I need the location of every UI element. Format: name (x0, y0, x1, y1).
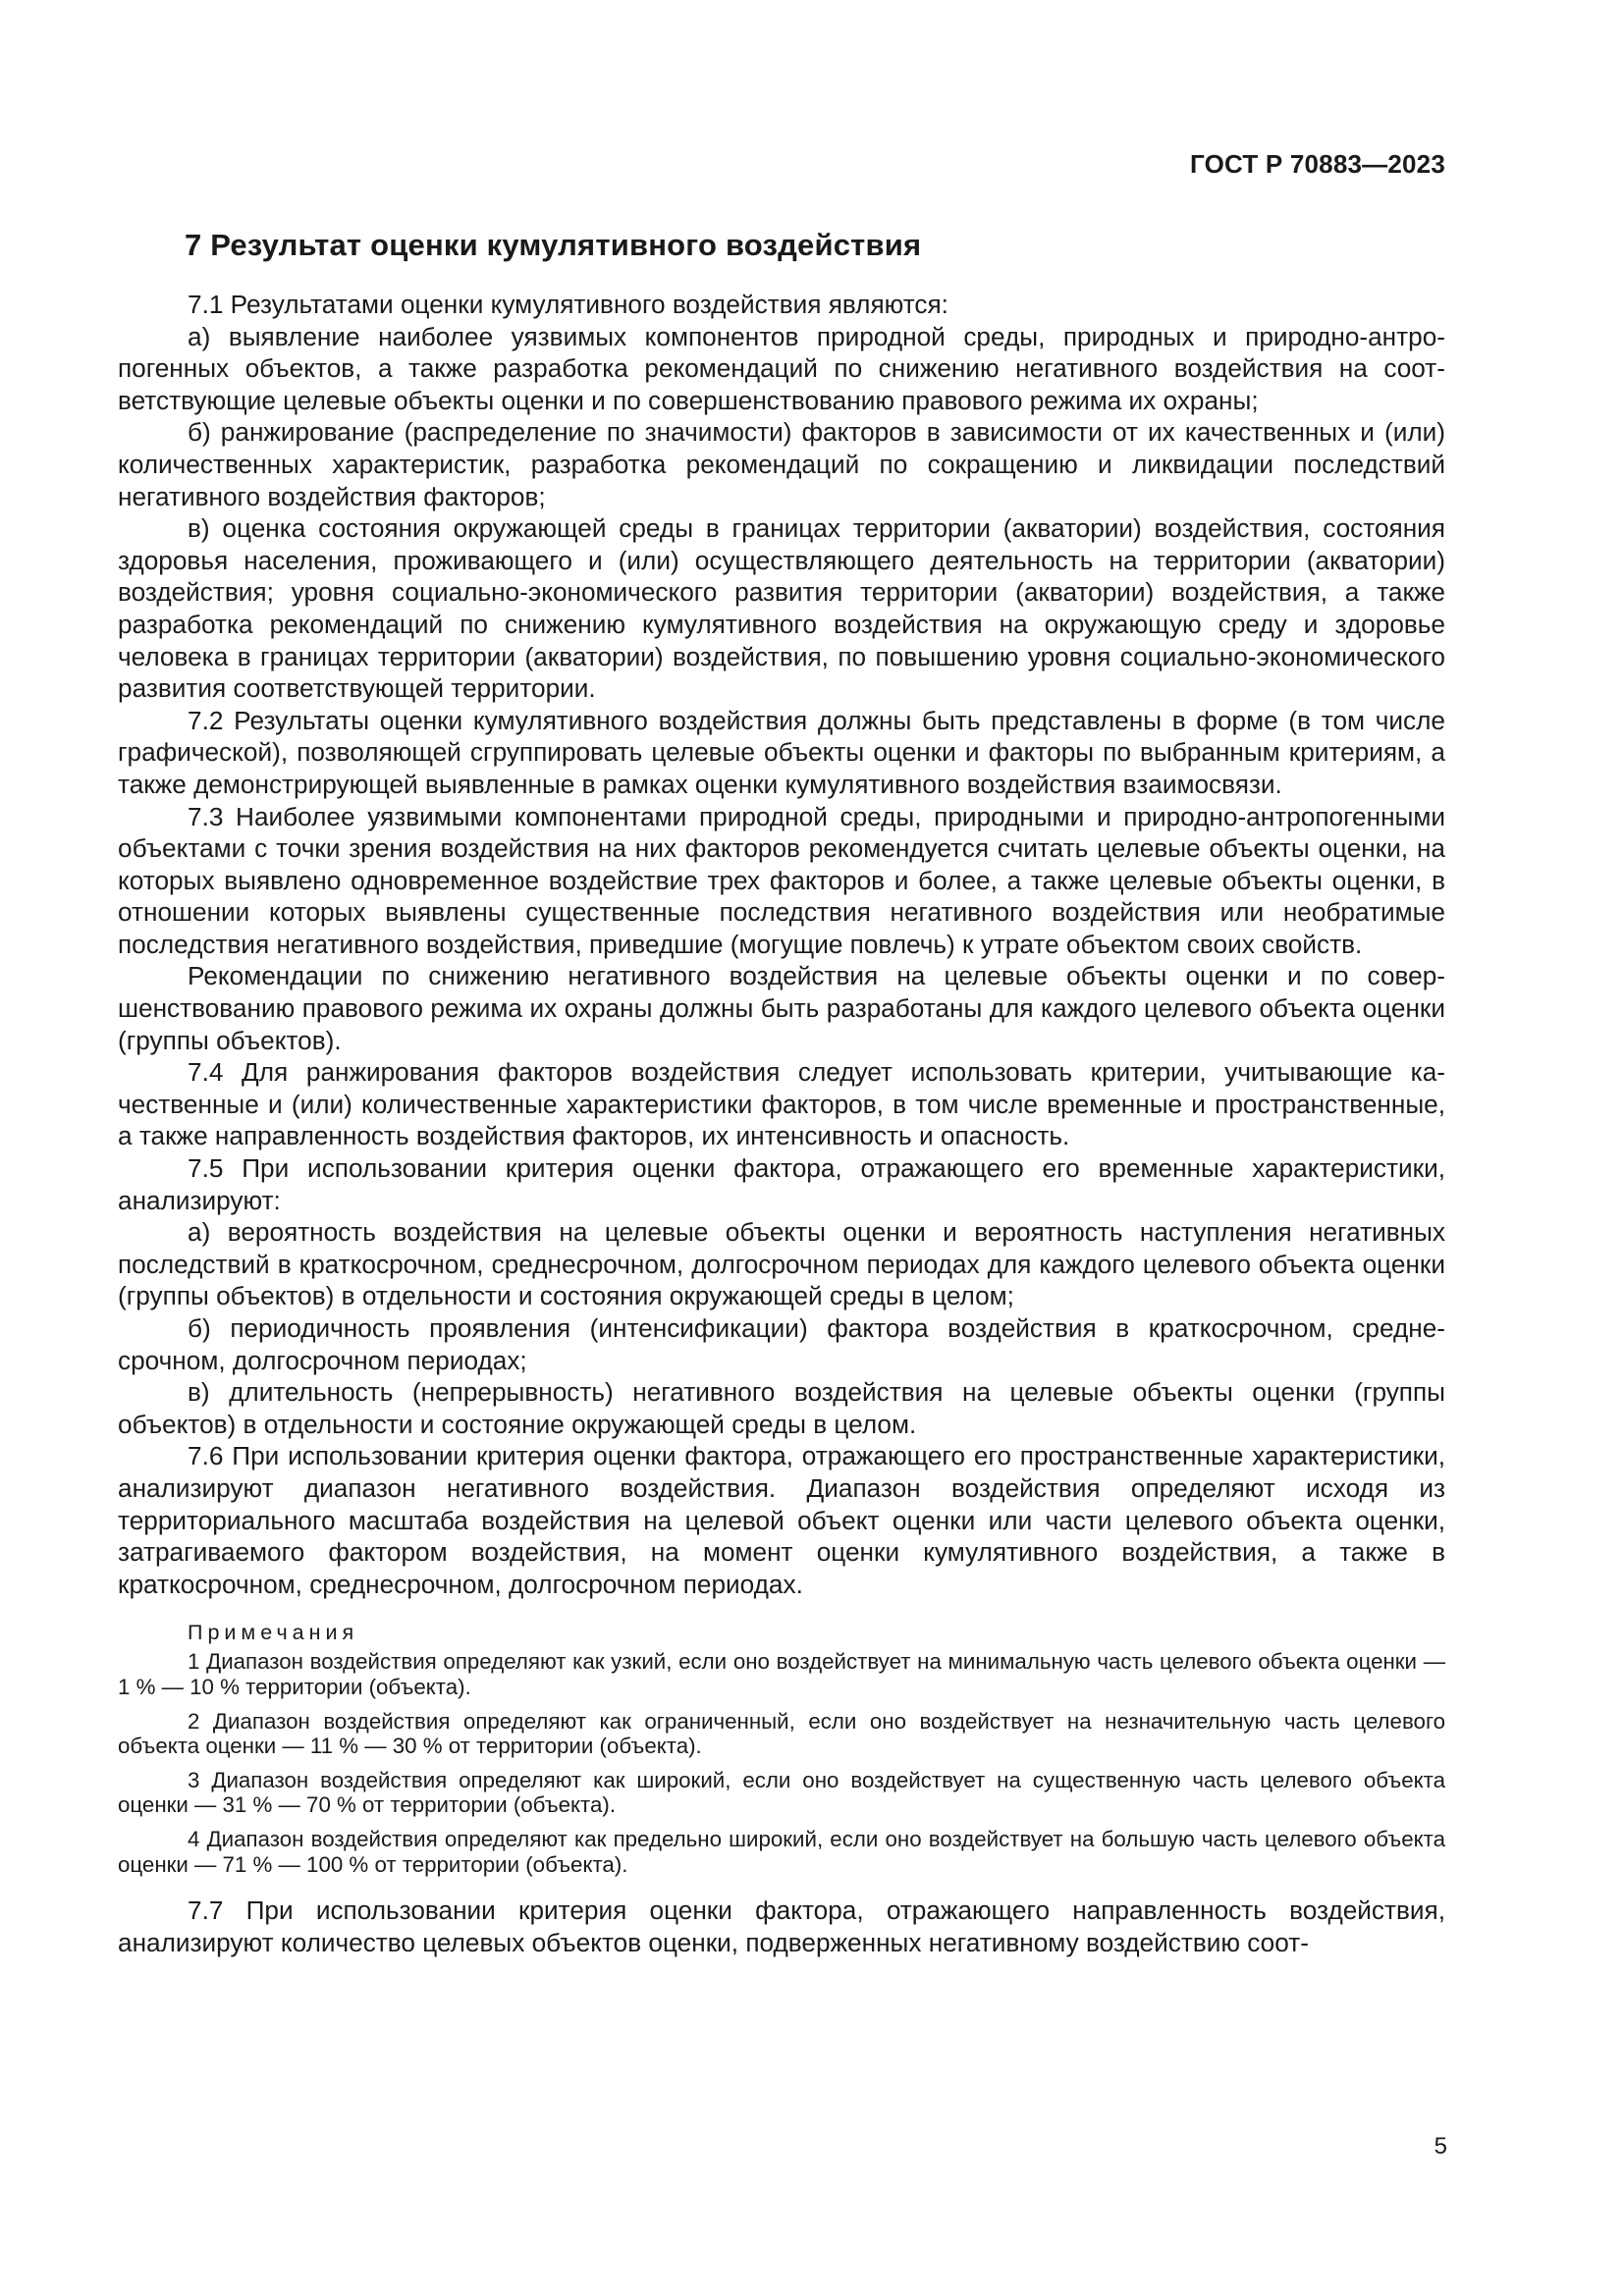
section-title: 7 Результат оценки кумулятивного воздействия (185, 228, 922, 262)
document-content (118, 228, 1445, 1958)
paragraph-7-1: 7.1 Результатами оценки кумулятивного воздействия являются: (188, 290, 948, 319)
paragraph-7-5: 7.5 При использовании критерия оценки фактора, отражающего его временные характеристики, анализируют: (118, 1153, 1445, 1215)
list-item-a: а) выявление наиболее уязвимых компонентов природной среды, природных и природно-антропогенных объектов, а также разработка рекомендаций по снижению негативного воздействия на соответствующие целевые объекты оценки и по совершенствованию правового режима их охраны; (118, 321, 1445, 415)
paragraph-7-3: 7.3 Наиболее уязвимыми компонентами природной среды, природными и природно-антропогенными объектами с точки зрения воздействия на них факторов рекомендуется считать целевые объекты оценки, на которых выявлено одновременное воздействие трех факторов и более, а также целевые объекты оценки, в отношении которых выявлены существенные последствия негативного воздействия или необратимые последствия негативного воздействия, приведшие (могущие повлечь) к утрате объектом своих свойств. (118, 801, 1445, 959)
paragraph-7-6: 7.6 При использовании критерия оценки фактора, отражающего его пространственные характеристики, анализируют диапазон негативного воздействия. Диапазон воздействия определяют исходя из территориального масштаба воздействия на целевой объект оценки или части целевого объекта оценки, затрагиваемого фактором воздействия, на момент оценки кумулятивного воздействия, а также в краткосрочном, среднесрочном, долгосрочном периодах. (118, 1441, 1445, 1599)
standard-id-header: ГОСТ Р 70883—2023 (1190, 149, 1445, 179)
paragraph-7-7: 7.7 При использовании критерия оценки фактора, отражающего направленность воздействия, анализируют количество целевых объектов оценки, подверженных негативному воздействию соот- (118, 1896, 1445, 1957)
list-item-v: в) оценка состояния окружающей среды в границах территории (акватории) воздействия, состояния здоровья населения, проживающего и (или) осуществляющего деятельность на территории (акватории) воздействия; уровня социально-экономического развития территории (акватории) воздействия, а также разработка рекомендаций по снижению кумулятивного воздействия на окружающую среду и здоровье человека в границах территории (акватории) воздействия, по повышению уровня социально-экономического развития соответствующей территории. (118, 513, 1445, 704)
list-item-b: б) ранжирование (распределение по значимости) факторов в зависимости от их качественных и (или) количественных характеристик, разработка рекомендаций по сокращению и ликвидации последствий негативного воздействия факторов; (118, 417, 1445, 511)
note-3: 3 Диапазон воздействия определяют как широкий, если оно воздействует на существенную часть целевого объекта оценки — 31 % — 70 % от территории (объекта). (118, 1767, 1445, 1818)
list-item-7-5-b: б) периодичность проявления (интенсификации) фактора воздействия в краткосрочном, среднесрочном, долгосрочном периодах; (118, 1313, 1445, 1375)
page-number: 5 (1434, 2133, 1447, 2160)
note-1: 1 Диапазон воздействия определяют как узкий, если оно воздействует на минимальную часть целевого объекта оценки — 1 % — 10 % территории (объекта). (118, 1649, 1445, 1699)
notes-block (118, 1620, 1445, 1877)
paragraph-7-4: 7.4 Для ранжирования факторов воздействия следует использовать критерии, учитывающие качественные и (или) количественные характеристики факторов, в том числе временные и пространственные, а также направленность воздействия факторов, их интенсивность и опасность. (118, 1057, 1445, 1151)
note-4: 4 Диапазон воздействия определяют как предельно широкий, если оно воздействует на большую часть целевого объекта оценки — 71 % — 100 % от территории (объекта). (118, 1826, 1445, 1877)
note-2: 2 Диапазон воздействия определяют как ограниченный, если оно воздействует на незначительную часть целевого объекта оценки — 11 % — 30 % от территории (объекта). (118, 1708, 1445, 1759)
notes-title: Примечания (188, 1621, 359, 1645)
list-item-7-5-a: а) вероятность воздействия на целевые объекты оценки и вероятность наступления негативных последствий в краткосрочном, среднесрочном, долгосрочном периодах для каждого целевого объекта оценки (группы объектов) в отдельности и состояния окружающей среды в целом; (118, 1217, 1445, 1311)
list-item-7-5-v: в) длительность (непрерывность) негативного воздействия на целевые объекты оценки (группы объектов) в отдельности и состояние окружающей среды в целом. (118, 1377, 1445, 1439)
paragraph-recommendations: Рекомендации по снижению негативного воздействия на целевые объекты оценки и по совершенствованию правового режима их охраны должны быть разработаны для каждого целевого объекта оценки (группы объектов). (118, 961, 1445, 1055)
paragraph-7-2: 7.2 Результаты оценки кумулятивного воздействия должны быть представлены в форме (в том числе графической), позволяющей сгруппировать целевые объекты оценки и факторы по выбранным критериям, а также демонстрирующей выявленные в рамках оценки кумулятивного воздействия взаимосвязи. (118, 705, 1445, 799)
